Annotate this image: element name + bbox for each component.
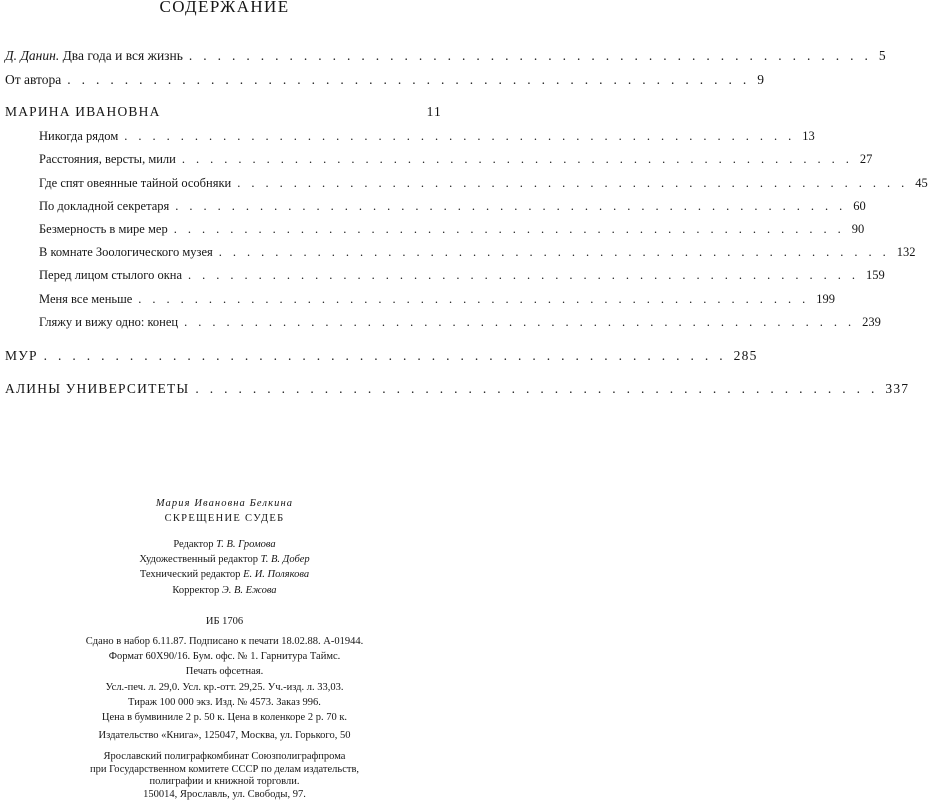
toc-chapter <box>39 245 916 260</box>
toc-author: Д. Данин. <box>5 48 60 63</box>
print-line: Формат 60Х90/16. Бум. офс. № 1. Гарнитура Таймс. <box>108 651 341 663</box>
toc-entry-ot-avtora <box>5 72 765 88</box>
imprint-ib <box>0 614 449 629</box>
print-line: Усл.-печ. л. 29,0. Усл. кр.-отт. 29,25. Уч.-изд. л. 33,03. <box>105 681 344 693</box>
staff-name: Е. И. Полякова <box>243 569 310 581</box>
leader-dots: ................................................ <box>67 72 758 87</box>
toc-chapter <box>39 292 836 307</box>
leader-dots: ................................................ <box>173 222 852 236</box>
leader-dots: ................................................ <box>188 48 879 63</box>
leader-dots: ................................................ <box>188 268 867 282</box>
staff-name: Э. В. Ежова <box>221 584 277 596</box>
leader-dots: ................................................ <box>195 381 886 396</box>
staff-name: Т. В. Громова <box>216 539 276 550</box>
toc-label: В комнате Зоологического музея <box>39 245 213 259</box>
toc-chapter <box>39 152 873 167</box>
leader-dots: ................................................ <box>184 315 863 329</box>
print-line: Тираж 100 000 экз. Изд. № 4573. Заказ 996. <box>128 696 321 708</box>
leader-dots: ................................................ <box>218 245 897 259</box>
toc-label: Два года и вся жизнь <box>62 48 183 63</box>
staff-role: Художественный редактор <box>139 554 258 566</box>
toc-chapter <box>39 268 885 283</box>
toc-label: Безмерность в мире мер <box>39 222 168 236</box>
toc-label: Расстояния, версты, мили <box>39 152 176 166</box>
imprint-publisher <box>0 728 449 743</box>
toc-page: 159 <box>866 268 885 282</box>
toc-label: Никогда рядом <box>39 129 119 143</box>
imprint-block <box>0 496 449 526</box>
toc-page: 11 <box>426 104 442 119</box>
toc-entry-danin <box>5 48 886 64</box>
imprint-author: Мария Ивановна Белкина <box>155 498 294 509</box>
print-line: Сдано в набор 6.11.87. Подписано к печати 18.02.88. А-01944. <box>85 636 364 647</box>
staff-role: Технический редактор <box>139 569 241 581</box>
imprint-book-title: СКРЕЩЕНИЕ СУДЕБ <box>164 513 285 525</box>
toc-chapter <box>39 176 928 191</box>
publisher-line: Издательство «Книга», 125047, Москва, ул. Горького, 50 <box>98 730 351 741</box>
page-title: СОДЕРЖАНИЕ <box>159 0 290 16</box>
toc-page: 45 <box>915 176 928 190</box>
staff-role: Корректор <box>172 584 220 596</box>
toc-page: 337 <box>885 381 910 396</box>
staff-role: Редактор <box>173 539 214 550</box>
toc-page: 27 <box>859 152 873 166</box>
printer-line: 150014, Ярославль, ул. Свободы, 97. <box>143 788 306 800</box>
staff-line <box>0 537 449 552</box>
imprint-staff <box>0 537 449 598</box>
imprint-printer <box>0 751 449 801</box>
toc-label: АЛИНЫ УНИВЕРСИТЕТЫ <box>5 381 190 396</box>
toc-label: По докладной секретаря <box>39 199 170 213</box>
leader-dots: ................................................ <box>237 176 916 190</box>
toc-page: 239 <box>862 315 881 329</box>
toc-page: 132 <box>896 245 916 259</box>
staff-name: Т. В. Добер <box>260 554 310 566</box>
toc-label: Где спят овеянные тайной особняки <box>39 176 232 190</box>
toc-part-mur <box>5 348 758 364</box>
toc-label: Перед лицом стылого окна <box>39 268 183 282</box>
toc-chapter <box>39 199 866 214</box>
imprint-print-details <box>0 634 449 725</box>
toc-part-aliny <box>5 381 910 397</box>
toc-page: 60 <box>853 199 866 213</box>
toc-label: От автора <box>5 72 62 87</box>
printer-line: при Государственном комитете СССР по делам издательств, <box>89 763 360 775</box>
leader-dots: ................................................ <box>175 199 854 213</box>
toc-page: 9 <box>757 72 765 87</box>
toc-page: 90 <box>851 222 865 236</box>
toc-label: Гляжу и вижу одно: конец <box>39 315 179 329</box>
leader-dots: ................................................ <box>43 348 734 363</box>
print-line: Печать офсетная. <box>185 666 264 678</box>
ib-number: ИБ 1706 <box>205 616 244 627</box>
leader-dots: ................................................ <box>138 292 817 306</box>
toc-chapter <box>39 315 881 330</box>
toc-page: 5 <box>878 48 886 63</box>
leader-dots: ................................................ <box>124 129 803 143</box>
toc-label: Меня все меньше <box>39 292 133 306</box>
toc-label: МУР <box>5 348 38 363</box>
toc-part-marina <box>5 104 442 120</box>
print-line: Цена в бумвиниле 2 р. 50 к. Цена в коленкоре 2 р. 70 к. <box>101 712 348 724</box>
toc-chapter <box>39 129 815 144</box>
printer-line: Ярославский полиграфкомбинат Союзполиграфпрома <box>103 751 346 762</box>
toc-page: 285 <box>733 348 758 363</box>
toc-chapter <box>39 222 865 237</box>
toc-page: 13 <box>802 129 815 143</box>
staff-line <box>0 552 449 567</box>
leader-dots: ................................................ <box>181 152 860 166</box>
toc-label: МАРИНА ИВАНОВНА <box>5 104 161 119</box>
staff-line <box>0 567 449 582</box>
staff-line <box>0 583 449 598</box>
toc-page: 199 <box>816 292 836 306</box>
printer-line: полиграфии и книжной торговли. <box>149 776 300 788</box>
